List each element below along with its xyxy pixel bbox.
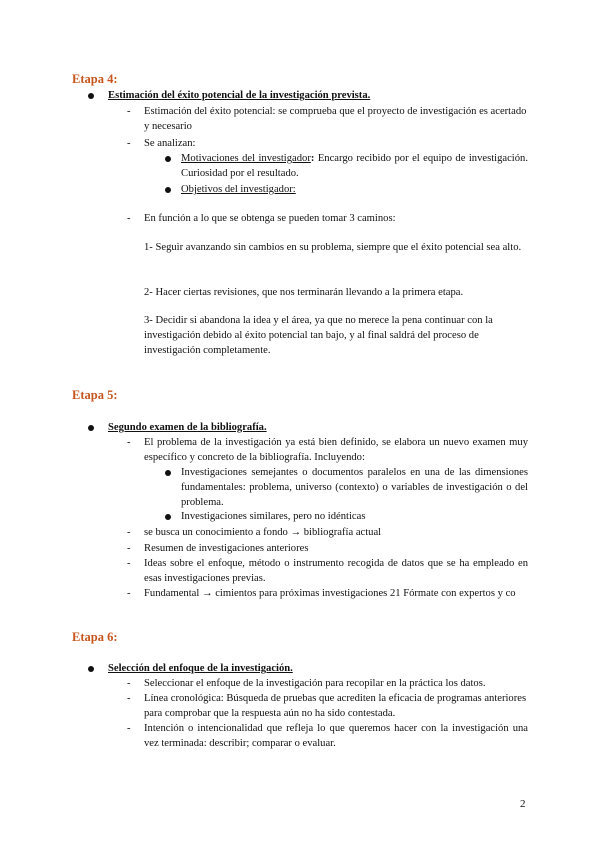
bullet-dot: [165, 156, 171, 162]
bullet-dot: [88, 666, 94, 672]
dash: -: [127, 527, 131, 538]
etapa4-heading: Etapa 4:: [72, 72, 118, 86]
etapa5-sub2: Investigaciones similares, pero no idénticas: [181, 511, 366, 522]
etapa5-sub1: Investigaciones semejantes o documentos paralelos en una de las dimensiones fundamentales: problema, universo (contexto) o variables de investigación o del problema.: [181, 467, 528, 508]
etapa4-item3: En función a lo que se obtenga se pueden tomar 3 caminos:: [144, 213, 396, 224]
sub1-label: Motivaciones del investigador: [181, 153, 311, 164]
bullet-dot: [165, 470, 171, 476]
etapa6-item3: Intención o intencionalidad que refleja lo que queremos hacer con la investigación una vez terminada: describir; comparar o evaluar.: [144, 723, 528, 749]
etapa4-item1: Estimación del éxito potencial: se comprueba que el proyecto de investigación es acertado y necesario: [144, 106, 527, 132]
etapa4-path2: 2- Hacer ciertas revisiones, que nos terminarán llevando a la primera etapa.: [144, 287, 464, 298]
etapa4-path3: 3- Decidir si abandona la idea y el área, ya que no merece la pena continuar con la investigación debido al éxito potencial tan bajo, y al final saldrá del proceso de investigación completamente.: [144, 315, 493, 356]
bullet-dot: [88, 425, 94, 431]
etapa5-item2: se busca un conocimiento a fondo → bibliografía actual: [144, 527, 382, 538]
dash: -: [127, 106, 131, 117]
etapa5-bullet: Segundo examen de la bibliografía.: [108, 422, 267, 433]
bullet-dot: [165, 514, 171, 520]
dash: -: [127, 678, 131, 689]
etapa5-item3: Resumen de investigaciones anteriores: [144, 543, 309, 554]
bullet-dot: [88, 93, 94, 99]
etapa6-heading: Etapa 6:: [72, 630, 118, 644]
dash: -: [127, 213, 131, 224]
dash: -: [127, 138, 131, 149]
etapa4-sub2: Objetivos del investigador:: [181, 184, 296, 195]
sub1-text: Encargo recibido por el equipo de investigación. Curiosidad por el resultado.: [181, 153, 528, 179]
etapa6-bullet: Selección del enfoque de la investigación.: [108, 663, 293, 674]
etapa5-item1: El problema de la investigación ya está bien definido, se elabora un nuevo examen muy específico y concreto de la bibliografía. Incluyendo:: [144, 437, 528, 463]
etapa5-item4: Ideas sobre el enfoque, método o instrumento recogida de datos que se ha empleado en esas investigaciones previas.: [144, 558, 528, 584]
etapa4-item2: Se analizan:: [144, 138, 196, 149]
etapa4-path1: 1- Seguir avanzando sin cambios en su problema, siempre que el éxito potencial sea alto.: [144, 242, 522, 253]
etapa6-item1: Seleccionar el enfoque de la investigación para recopilar en la práctica los datos.: [144, 678, 486, 689]
dash: -: [127, 723, 131, 734]
page-number: 2: [520, 798, 526, 810]
etapa5-item5: Fundamental → cimientos para próximas investigaciones 21 Fórmate con expertos y co: [144, 588, 516, 599]
sub1-colon: :: [310, 153, 315, 164]
etapa5-heading: Etapa 5:: [72, 388, 118, 402]
etapa6-item2: Línea cronológica: Búsqueda de pruebas que acrediten la eficacia de programas anteriores para comprobar que la respuesta aún no ha sido contestada.: [144, 693, 527, 719]
dash: -: [127, 558, 131, 569]
etapa4-bullet: Estimación del éxito potencial de la investigación prevista.: [108, 90, 371, 101]
dash: -: [127, 693, 131, 704]
dash: -: [127, 543, 131, 554]
bullet-dot: [165, 187, 171, 193]
etapa4-sub1: [181, 151, 528, 181]
dash: -: [127, 437, 131, 448]
dash: -: [127, 588, 131, 599]
